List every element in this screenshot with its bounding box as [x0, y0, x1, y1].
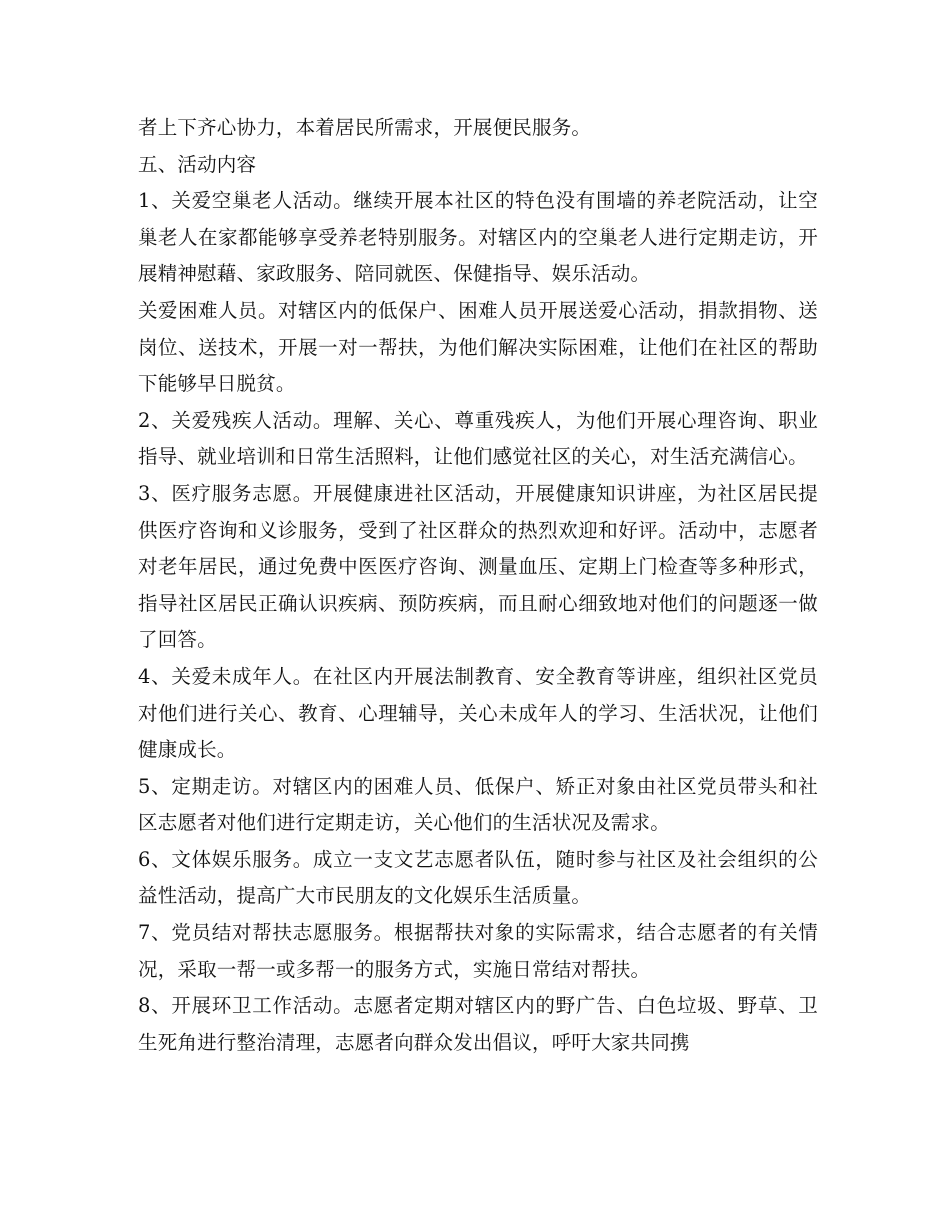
- section-heading-activity-content: 五、活动内容: [138, 152, 257, 176]
- paragraph-item-1-empty-nest-elderly: 1、关爱空巢老人活动。继续开展本社区的特色没有围墙的养老院活动，让空巢老人在家都能够享受养老特别服务。对辖区内的空巢老人进行定期走访，开展精神慰藉、家政服务、陪同就医、保健指导、娱乐活动。: [138, 189, 818, 286]
- document-body: [138, 110, 818, 1061]
- paragraph-item-4-minors-care: 4、关爱未成年人。在社区内开展法制教育、安全教育等讲座，组织社区党员对他们进行关心、教育、心理辅导，关心未成年人的学习、生活状况，让他们健康成长。: [138, 664, 818, 762]
- paragraph-item-8-sanitation-activity: 8、开展环卫工作活动。志愿者定期对辖区内的野广告、白色垃圾、野草、卫生死角进行整治清理，志愿者向群众发出倡议，呼吁大家共同携: [138, 994, 818, 1054]
- paragraph-item-7-party-member-pairing: 7、党员结对帮扶志愿服务。根据帮扶对象的实际需求，结合志愿者的有关情况，采取一帮一或多帮一的服务方式，实施日常结对帮扶。: [138, 921, 818, 981]
- paragraph-item-6-culture-entertainment: 6、文体娱乐服务。成立一支文艺志愿者队伍，随时参与社区及社会组织的公益性活动，提高广大市民朋友的文化娱乐生活质量。: [138, 847, 818, 908]
- paragraph-care-for-needy: 关爱困难人员。对辖区内的低保户、困难人员开展送爱心活动，捐款捐物、送岗位、送技术，开展一对一帮扶，为他们解决实际困难，让他们在社区的帮助下能够早日脱贫。: [138, 298, 818, 396]
- paragraph-item-2-disabled-care: 2、关爱残疾人活动。理解、关心、尊重残疾人，为他们开展心理咨询、职业指导、就业培训和日常生活照料，让他们感觉社区的关心，对生活充满信心。: [138, 408, 818, 469]
- paragraph-item-3-medical-volunteer: 3、医疗服务志愿。开展健康进社区活动，开展健康知识讲座，为社区居民提供医疗咨询和义诊服务，受到了社区群众的热烈欢迎和好评。活动中，志愿者对老年居民，通过免费中医医疗咨询、测量血压、定期上门检查等多种形式，指导社区居民正确认识疾病、预防疾病，而且耐心细致地对他们的问题逐一做了回答。: [138, 481, 818, 652]
- paragraph-continuation: 者上下齐心协力，本着居民所需求，开展便民服务。: [138, 116, 592, 139]
- paragraph-item-5-regular-visits: 5、定期走访。对辖区内的困难人员、低保户、矫正对象由社区党员带头和社区志愿者对他们进行定期走访，关心他们的生活状况及需求。: [138, 774, 818, 835]
